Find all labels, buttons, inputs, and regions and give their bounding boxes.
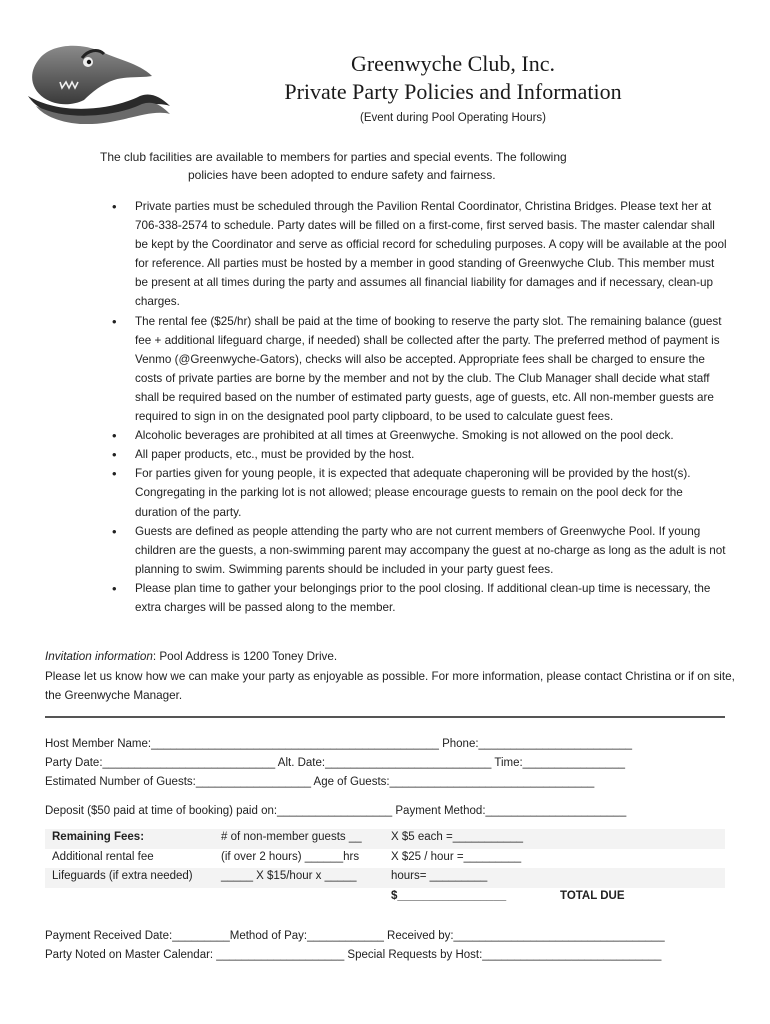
policy-item: • All paper products, etc., must be provided by the host. (112, 445, 728, 464)
fee-row (45, 849, 725, 869)
intro-line-2: policies have been adopted to endure safety and fairness. (188, 168, 496, 182)
policy-item: • The rental fee ($25/hr) shall be paid at the time of booking to reserve the party slot. The remaining balance (guest fee + additional lifeguard charge, if needed) shall be collected after the party. The preferred method of payment is Venmo (@Greenwyche-Gators), checks will also be accepted. Appropriate fees shall be charged to ensure the costs of private parties are borne by the member and not by the club. The Club Manager shall decide what staff shall be required based on the number of estimated party guests, age of guests, etc. All non-member guests are required to sign in on the designated pool party clipboard, to be used to calculate guest fees. (112, 312, 728, 427)
fee-row (45, 868, 725, 888)
policy-list (112, 197, 728, 617)
fee-label: Remaining Fees: (52, 831, 145, 843)
policy-item: • Guests are defined as people attending the party who are not current members of Greenwyche Pool. If young children are the guests, a non-swimming parent may accompany the guest at no-charge as long as the adult is not planning to swim. Swimming parents should be included in your party guest fees. (112, 522, 728, 579)
invitation-label: Invitation information (45, 650, 153, 663)
policy-item: • For parties given for young people, it is expected that adequate chaperoning will be provided by the host(s). Congregating in the parking lot is not allowed; please encourage guests to remain on the pool deck for the duration of the party. (112, 464, 728, 521)
guest-count-row[interactable]: Estimated Number of Guests:__________________ Age of Guests:________________________________ (45, 776, 595, 788)
policy-item: • Alcoholic beverages are prohibited at all times at Greenwyche. Smoking is not allowed on the pool deck. (112, 426, 728, 445)
document-title: Private Party Policies and Information (284, 79, 622, 104)
fee-rate[interactable]: X $25 / hour =_________ (391, 850, 522, 863)
section-divider (45, 716, 725, 718)
fee-row (45, 888, 725, 908)
party-date-row[interactable]: Party Date:___________________________ Alt. Date:__________________________ Time:________________ (45, 757, 625, 769)
master-calendar-row[interactable]: Party Noted on Master Calendar: ____________________ Special Requests by Host:____________________________ (45, 949, 662, 961)
payment-received-row[interactable]: Payment Received Date:_________Method of Pay:____________ Received by:_________________________________ (45, 930, 665, 942)
policy-item: • Private parties must be scheduled through the Pavilion Rental Coordinator, Christina Bridges. Please text her at 706-338-2574 to schedule. Party dates will be filled on a first-come, first served basis. The master calendar shall be kept by the Coordinator and serve as official record for scheduling purposes. A copy will be available at the pool for reference. All parties must be hosted by a member in good standing of Greenwyche Club. This member must be present at all times during the party and assumes all financial liability for damages and if necessary, clean-up charges. (112, 197, 728, 312)
pool-address: : Pool Address is 1200 Toney Drive. (152, 650, 338, 663)
fee-label: Lifeguards (if extra needed) (52, 870, 193, 882)
policy-item: • Please plan time to gather your belongings prior to the pool closing. If additional clean-up time is necessary, the extra charges will be passed along to the member. (112, 579, 728, 617)
fee-qty[interactable]: # of non-member guests __ (221, 831, 362, 843)
total-amount-field[interactable]: $_________________ (391, 889, 507, 902)
fee-row (45, 829, 725, 849)
fee-qty[interactable]: _____ X $15/hour x _____ (221, 870, 357, 882)
invitation-info (45, 647, 735, 706)
fee-rate[interactable]: hours= _________ (391, 870, 488, 882)
intro-line-1: The club facilities are available to members for parties and special events. The following (100, 150, 567, 164)
deposit-row[interactable]: Deposit ($50 paid at time of booking) paid on:__________________ Payment Method:______________________ (45, 805, 627, 817)
document-subtitle: (Event during Pool Operating Hours) (359, 112, 546, 124)
invitation-closing: Please let us know how we can make your party as enjoyable as possible. For more information, please contact Christina or if on site, the Greenwyche Manager. (45, 669, 735, 702)
host-phone-row[interactable]: Host Member Name:_____________________________________________ Phone:________________________ (45, 738, 633, 750)
total-due-label: TOTAL DUE (560, 889, 625, 902)
fee-rate[interactable]: X $5 each =___________ (391, 831, 524, 843)
fee-qty[interactable]: (if over 2 hours) ______hrs (221, 850, 360, 863)
fees-table (45, 829, 725, 907)
intro-paragraph (100, 148, 620, 184)
fee-label: Additional rental fee (52, 850, 154, 863)
org-name: Greenwyche Club, Inc. (350, 51, 556, 76)
